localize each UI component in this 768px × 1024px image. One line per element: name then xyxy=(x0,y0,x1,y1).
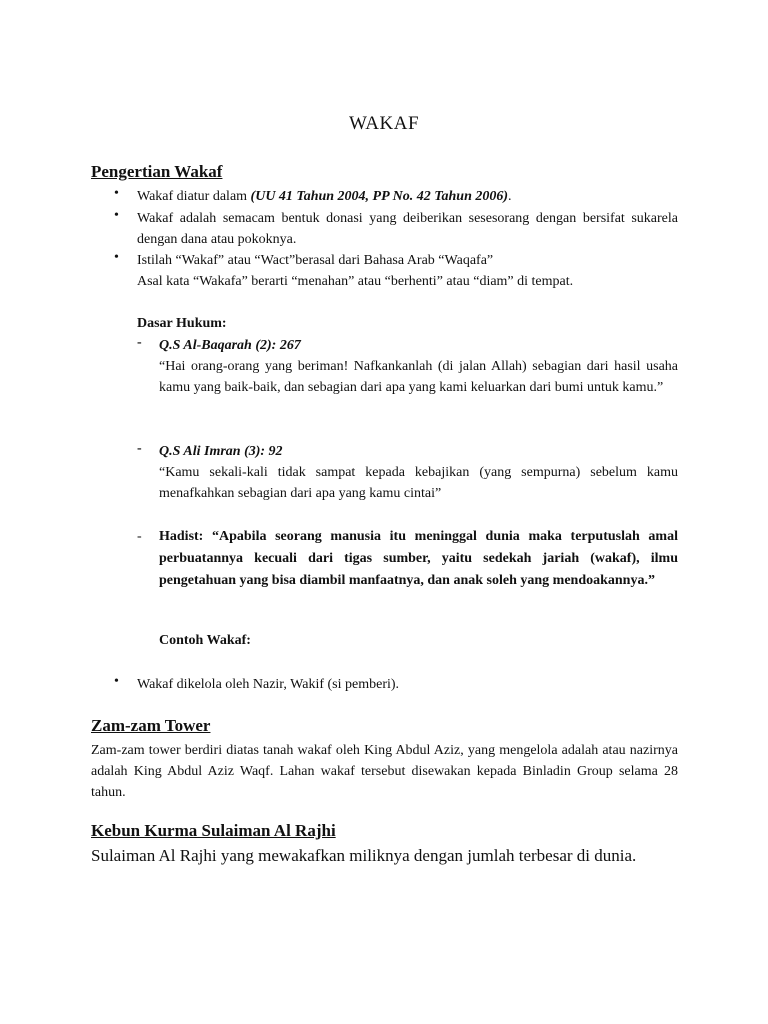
bullet-istilah-wakaf: Istilah “Wakaf” atau “Wact”berasal dari Bahasa Arab “Waqafa” Asal kata “Wakafa” berarti “menahan” atau “berhenti” atau “diam” di tempat. xyxy=(137,253,574,289)
bullet-definisi-wakaf: Wakaf adalah semacam bentuk donasi yang deiberikan sesesorang dengan bersifat sukarela dengan dana atau pokoknya. xyxy=(137,211,678,247)
dash-symbol: - xyxy=(137,529,142,544)
quote-ali-imran: “Kamu sekali-kali tidak sampat kepada kebajikan (yang sempurna) sebelum kamu menafkahkan sebagian dari apa yang kamu cintai” xyxy=(159,465,678,501)
dash-symbol: - xyxy=(137,441,142,456)
heading-contoh-wakaf: Contoh Wakaf: xyxy=(159,633,251,648)
heading-kebun-kurma: Kebun Kurma Sulaiman Al Rajhi xyxy=(91,821,336,840)
heading-dasar-hukum: Dasar Hukum: xyxy=(137,316,227,331)
bullet-uu-reference: Wakaf diatur dalam (UU 41 Tahun 2004, PP No. 42 Tahun 2006). xyxy=(137,189,512,204)
bullet-symbol: • xyxy=(114,674,119,689)
dash-symbol: - xyxy=(137,335,142,350)
quote-al-baqarah: “Hai orang-orang yang beriman! Nafkankanlah (di jalan Allah) sebagian dari hasil usaha kamu yang baik-baik, dan sebagian dari apa yang kami keluarkan dari bumi untuk kamu.” xyxy=(159,359,678,395)
heading-zamzam-tower: Zam-zam Tower xyxy=(91,716,211,735)
paragraph-kebun-kurma: Sulaiman Al Rajhi yang mewakafkan miliknya dengan jumlah terbesar di dunia. xyxy=(91,846,637,865)
ref-al-baqarah: Q.S Al-Baqarah (2): 267 xyxy=(159,338,301,353)
bullet-symbol: • xyxy=(114,250,119,265)
page-title: WAKAF xyxy=(348,113,420,134)
paragraph-zamzam-tower: Zam-zam tower berdiri diatas tanah wakaf oleh King Abdul Aziz, yang mengelola adalah atau nazirnya adalah King Abdul Aziz Waqf. Lahan wakaf tersebut disewakan kepada Binladin Group selama 28 tahun. xyxy=(91,743,678,800)
quote-hadist: Hadist: “Apabila seorang manusia itu meninggal dunia maka terputuslah amal perbuatannya kecuali dari tigas sumber, yaitu sedekah jariah (wakaf), ilmu pengetahuan yang bisa diambil manfaatnya, dan anak soleh yang mendoakannya.” xyxy=(159,529,678,588)
heading-pengertian-wakaf: Pengertian Wakaf xyxy=(91,162,223,181)
bullet-contoh-nazir: Wakaf dikelola oleh Nazir, Wakif (si pemberi). xyxy=(137,677,400,692)
bullet-symbol: • xyxy=(114,186,119,201)
ref-ali-imran: Q.S Ali Imran (3): 92 xyxy=(159,444,283,459)
bullet-symbol: • xyxy=(114,208,119,223)
